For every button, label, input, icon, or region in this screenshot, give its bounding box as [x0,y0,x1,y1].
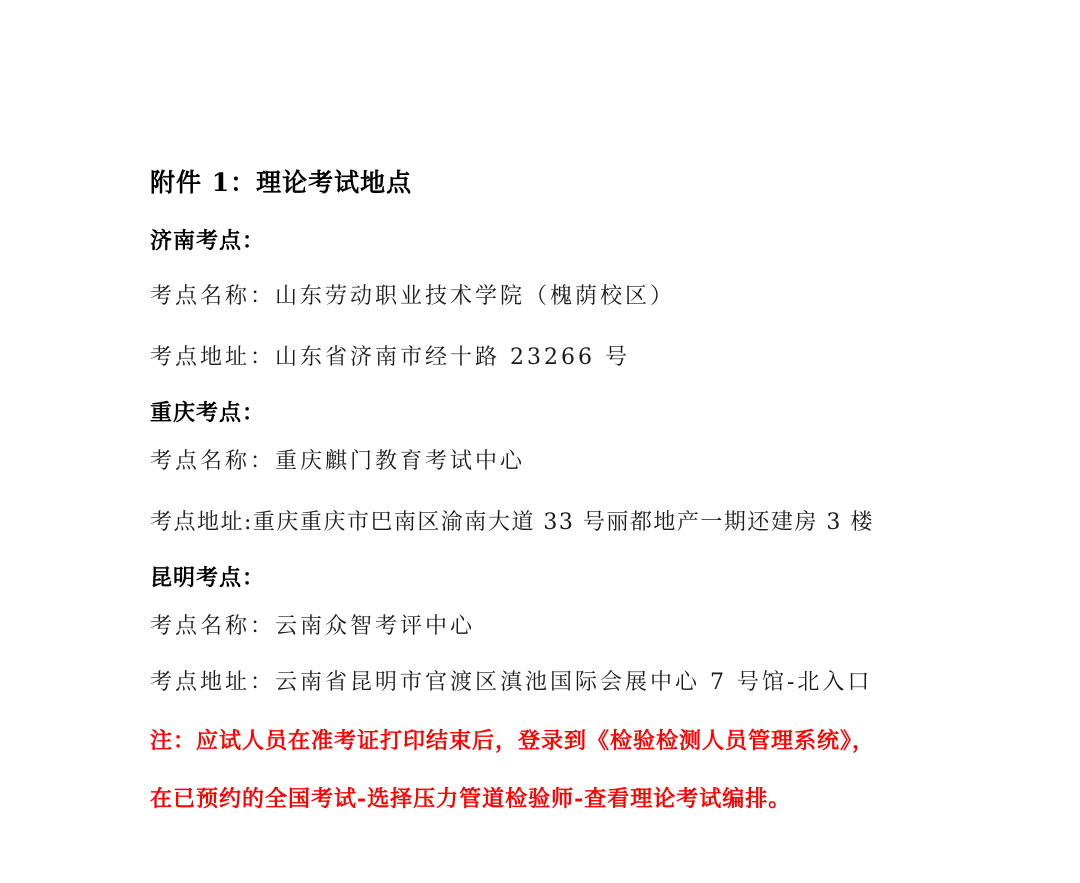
site-city-chongqing: 重庆考点： [150,400,266,426]
note-line-2: 在已预约的全国考试-选择压力管道检验师-查看理论考试编排。 [150,786,792,812]
note-line-1: 注：应试人员在准考证打印结束后，登录到《检验检测人员管理系统》， [150,728,876,754]
site-name-chongqing: 考点名称：重庆麒门教育考试中心 [150,449,526,474]
site-address-jinan: 考点地址：山东省济南市经十路 23266 号 [150,345,630,370]
document-title: 附件 1：理论考试地点 [150,168,413,197]
site-name-jinan: 考点名称：山东劳动职业技术学院（槐荫校区） [150,284,676,309]
site-name-kunming: 考点名称：云南众智考评中心 [150,614,476,639]
site-city-jinan: 济南考点： [150,228,266,254]
site-city-kunming: 昆明考点： [150,565,266,591]
site-address-kunming: 考点地址：云南省昆明市官渡区滇池国际会展中心 7 号馆-北入口 [150,670,873,695]
site-address-chongqing: 考点地址:重庆重庆市巴南区渝南大道 33 号丽都地产一期还建房 3 楼 [150,510,874,535]
